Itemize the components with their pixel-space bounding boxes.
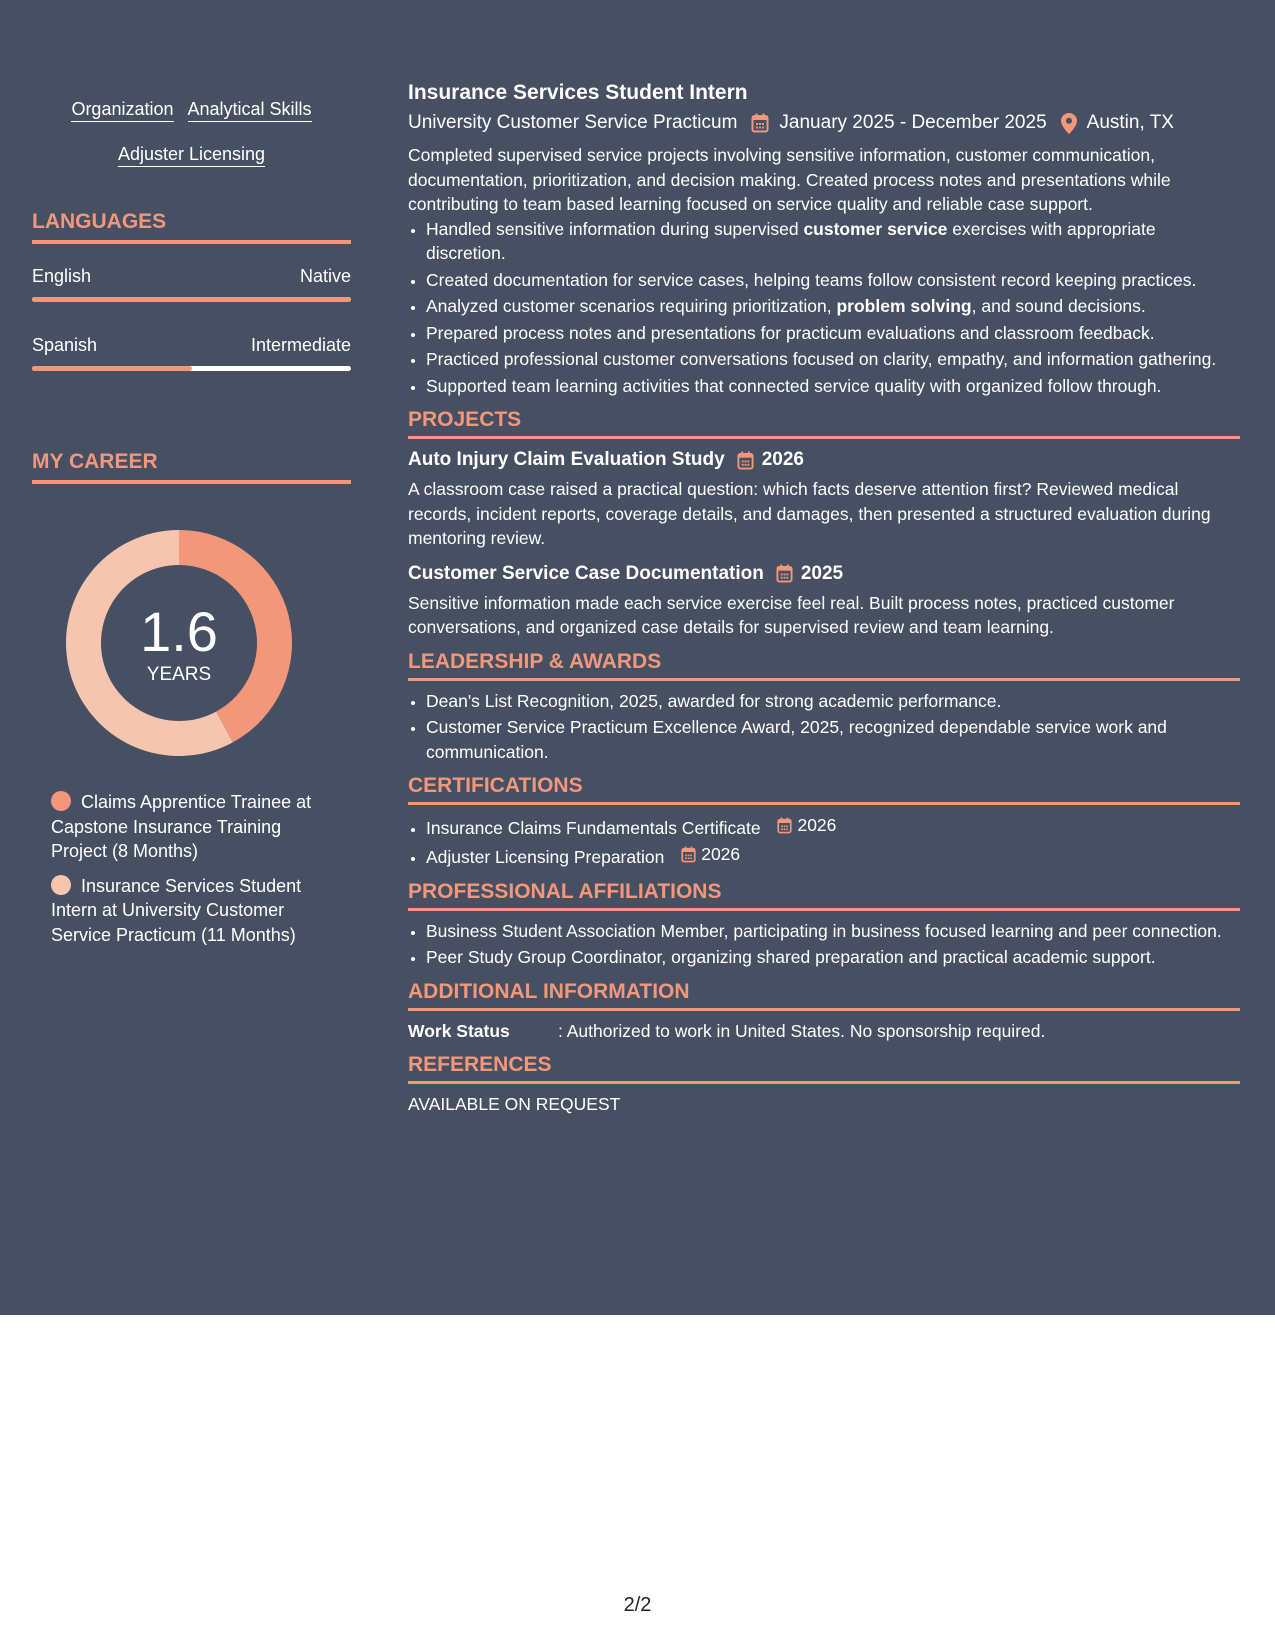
affiliation-item: • Peer Study Group Coordinator, organizing shared preparation and practical academic support.	[426, 945, 1240, 970]
job-bullet	[426, 347, 1240, 372]
languages-heading: LANGUAGES	[32, 210, 351, 244]
language-level: Native	[299, 266, 351, 286]
job-bullet	[426, 268, 1240, 293]
project-year: 2026	[761, 449, 804, 470]
language-bar	[32, 366, 351, 371]
certification-year: 2026	[797, 815, 837, 835]
career-years-value: 1.6	[140, 600, 218, 663]
job-summary: Completed supervised service projects involving sensitive information, customer communication, documentation, prioritization, and decision making. Created process notes and presentations while contributing to team based learning focused on service quality and reliable case support.	[408, 145, 1171, 214]
bullet-text: Created documentation for service cases, helping teams follow consistent record keeping practices.	[426, 269, 1197, 290]
language-item	[32, 266, 351, 302]
language-bar	[32, 297, 351, 302]
skills-list	[32, 88, 351, 178]
leadership-item: • Customer Service Practicum Excellence Award, 2025, recognized dependable service work and communication.	[426, 715, 1240, 764]
job-bullet	[426, 374, 1240, 399]
bullet-text: Prepared process notes and presentations for practicum evaluations and classroom feedback.	[426, 322, 1155, 343]
calendar-icon	[681, 846, 696, 863]
project-description: Sensitive information made each service exercise feel real. Built process notes, practiced customer conversations, and organized case details for supervised review and team learning.	[408, 592, 1175, 637]
language-level: Intermediate	[250, 335, 351, 355]
leadership-item: • Dean's List Recognition, 2025, awarded for strong academic performance.	[426, 689, 1240, 714]
language-item	[32, 335, 351, 371]
legend-label: Claims Apprentice Trainee at Capstone Insurance Training Project (8 Months)	[51, 792, 312, 861]
project-name: Auto Injury Claim Evaluation Study	[408, 449, 725, 470]
references-heading: REFERENCES	[408, 1053, 1240, 1084]
job-title: Insurance Services Student Intern	[408, 81, 748, 104]
right-column	[408, 80, 1240, 1115]
projects-heading: PROJECTS	[408, 408, 1240, 439]
job-organization: University Customer Service Practicum	[408, 112, 738, 133]
affiliation-item: • Business Student Association Member, participating in business focused learning and peer connection.	[426, 919, 1240, 944]
career-years-unit: YEARS	[146, 664, 212, 685]
language-bar-fill	[32, 366, 192, 371]
certification-name: Adjuster Licensing Preparation	[426, 847, 665, 867]
certification-item	[426, 842, 1240, 869]
work-status-label: Work Status	[408, 1020, 510, 1041]
job-bullet	[426, 321, 1240, 346]
skill-tag[interactable]: Adjuster Licensing	[118, 143, 265, 167]
additional-info-heading: ADDITIONAL INFORMATION	[408, 980, 1240, 1011]
bullet-text: Supported team learning activities that connected service quality with organized follow through.	[426, 375, 1162, 396]
certification-item	[426, 813, 1240, 840]
job-bullet	[426, 217, 1240, 266]
location-pin-icon	[1061, 113, 1077, 134]
work-status-value: : Authorized to work in United States. No sponsorship required.	[558, 1020, 1046, 1041]
skill-tag[interactable]: Organization	[71, 98, 173, 122]
project-year: 2025	[800, 562, 844, 584]
calendar-icon	[737, 451, 754, 470]
career-heading: MY CAREER	[32, 450, 351, 484]
language-name: Spanish	[32, 335, 98, 355]
certification-name: Insurance Claims Fundamentals Certificate	[426, 817, 761, 838]
job-bullet	[426, 294, 1240, 319]
calendar-icon	[776, 564, 793, 583]
bullet-keyword: problem solving	[836, 296, 972, 316]
bullet-keyword: customer service	[803, 218, 948, 239]
bullet-text: Practiced professional customer conversations focused on clarity, empathy, and information gathering.	[426, 349, 1217, 369]
legend-dot	[51, 875, 71, 895]
legend-dot	[51, 791, 71, 811]
legend-label: Insurance Services Student Intern at University Customer Service Practicum (11 Months)	[51, 875, 302, 945]
language-bar-fill	[32, 297, 351, 302]
bullet-text: , and sound decisions.	[971, 296, 1146, 316]
bullet-text: exercises with appropriate discretion.	[426, 218, 1156, 263]
additional-info-row	[408, 1019, 1240, 1043]
job-dates: January 2025 - December 2025	[779, 112, 1047, 133]
career-legend-item	[51, 874, 341, 948]
job-meta	[408, 111, 1240, 135]
career-total	[66, 530, 292, 756]
language-name: English	[32, 266, 92, 286]
bullet-text: Analyzed customer scenarios requiring prioritization,	[426, 296, 837, 316]
calendar-icon	[777, 817, 792, 834]
references-text: AVAILABLE ON REQUEST	[408, 1093, 621, 1114]
project-item	[408, 561, 1240, 640]
page-number: 2/2	[623, 1594, 652, 1616]
job-location: Austin, TX	[1086, 112, 1174, 133]
bullet-text: Handled sensitive information during supervised	[426, 218, 804, 239]
project-item	[408, 447, 1240, 551]
leadership-list	[408, 689, 1240, 765]
affiliations-list	[408, 919, 1240, 970]
certification-year: 2026	[701, 844, 741, 865]
calendar-icon	[751, 113, 769, 133]
project-name: Customer Service Case Documentation	[408, 562, 764, 584]
affiliations-heading: PROFESSIONAL AFFILIATIONS	[408, 880, 1240, 911]
certifications-list	[408, 813, 1240, 870]
career-legend	[51, 790, 341, 957]
skill-tag[interactable]: Analytical Skills	[188, 98, 312, 122]
project-description: A classroom case raised a practical question: which facts deserve attention first? Reviewed medical records, incident reports, coverage details, and damages, then presented a structured evaluation during mentoring review.	[408, 479, 1211, 548]
career-legend-item	[51, 790, 341, 864]
leadership-heading: LEADERSHIP & AWARDS	[408, 650, 1240, 681]
job-bullets	[408, 217, 1240, 399]
certifications-heading: CERTIFICATIONS	[408, 774, 1240, 805]
